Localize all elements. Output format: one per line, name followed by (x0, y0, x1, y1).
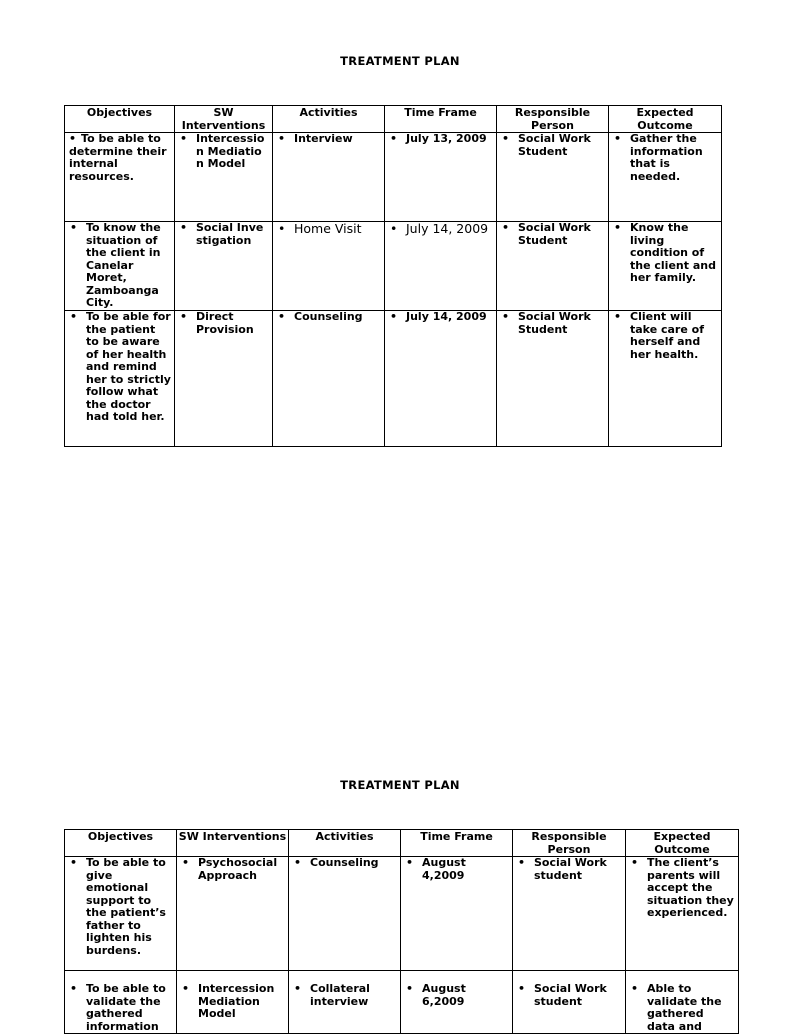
intervention-text: Intercession Mediation Model (198, 982, 275, 1020)
column-header-activities: Activities (289, 830, 401, 857)
column-header-time-frame: Time Frame (401, 830, 513, 857)
bullet-icon: • (70, 982, 78, 995)
bullet-icon: • (69, 132, 77, 145)
bullet-icon: • (631, 856, 639, 869)
column-header-expected-outcome: Expected Outcome (609, 106, 722, 133)
intervention-text: Psychosocial Approach (198, 856, 278, 882)
outcome-text: Gather the information that is needed. (630, 132, 703, 183)
bullet-icon: • (70, 310, 78, 323)
column-header-expected-outcome: Expected Outcome (626, 830, 739, 857)
bullet-icon: • (294, 982, 302, 995)
table-row (65, 311, 722, 447)
bullet-icon: • (278, 310, 286, 323)
objective-text: To know the situation of the client in Canelar Moret, Zamboanga City. (86, 221, 161, 309)
bullet-icon: • (182, 856, 190, 869)
intervention-text: Direct Provision (196, 310, 254, 336)
time-frame-text: July 13, 2009 (406, 132, 487, 145)
intervention-cell (175, 222, 273, 311)
table-row (65, 133, 722, 222)
objective-text: To be able to determine their internal resources. (69, 132, 167, 183)
column-header-responsible-person: Responsible Person (497, 106, 609, 133)
activity-text: Counseling (294, 310, 363, 323)
outcome-text: Client will take care of herself and her health. (630, 310, 704, 361)
page-title: TREATMENT PLAN (340, 778, 460, 792)
bullet-icon: • (631, 982, 639, 995)
time-frame-text: August 6,2009 (422, 982, 466, 1008)
objective-text: To be able for the patient to be aware of her health and remind her to strictly follow what the doctor had told her. (86, 310, 171, 423)
time-frame-text: July 14, 2009 (406, 310, 487, 323)
responsible-text: Social Work Student (518, 310, 591, 336)
activity-text: Home Visit (294, 221, 362, 236)
column-header-activities: Activities (273, 106, 385, 133)
activity-cell (289, 857, 401, 971)
column-header-objectives: Objectives (65, 830, 177, 857)
time-frame-cell (401, 857, 513, 971)
responsible-text: Social Work Student (518, 132, 591, 158)
outcome-cell (626, 971, 739, 1034)
table-row (65, 222, 722, 311)
outcome-text: Able to validate the gathered data and (647, 982, 722, 1033)
objective-cell (65, 857, 177, 971)
column-header-objectives: Objectives (65, 106, 175, 133)
activity-text: Collateral interview (310, 982, 370, 1008)
treatment-plan-table (64, 105, 722, 447)
bullet-icon: • (294, 856, 302, 869)
intervention-text: Intercession Mediation Model (196, 132, 265, 170)
responsible-text: Social Work student (534, 856, 607, 882)
bullet-icon: • (180, 221, 188, 234)
outcome-cell (626, 857, 739, 971)
bullet-icon: • (390, 310, 398, 323)
column-header-interventions: SW Interventions (175, 106, 273, 133)
bullet-icon: • (502, 132, 510, 145)
activity-cell (289, 971, 401, 1034)
time-frame-text: July 14, 2009 (406, 221, 489, 236)
time-frame-cell (401, 971, 513, 1034)
bullet-icon: • (70, 856, 78, 869)
bullet-icon: • (406, 982, 414, 995)
bullet-icon: • (70, 221, 78, 234)
bullet-icon: • (182, 982, 190, 995)
time-frame-text: August 4,2009 (422, 856, 466, 882)
responsible-cell (497, 133, 609, 222)
outcome-cell (609, 133, 722, 222)
activity-cell (273, 311, 385, 447)
bullet-icon: • (278, 132, 286, 145)
bullet-icon: • (180, 132, 188, 145)
intervention-cell (175, 311, 273, 447)
bullet-icon: • (614, 221, 622, 234)
time-frame-cell (385, 222, 497, 311)
responsible-cell (497, 311, 609, 447)
page-title: TREATMENT PLAN (340, 54, 460, 68)
outcome-text: Know the living condition of the client and her family. (630, 221, 716, 284)
responsible-text: Social Work student (534, 982, 607, 1008)
table-header-row (65, 106, 722, 133)
bullet-icon: • (614, 310, 622, 323)
outcome-cell (609, 311, 722, 447)
table-row (65, 971, 739, 1034)
bullet-icon: • (518, 982, 526, 995)
objective-cell (65, 971, 177, 1034)
bullet-icon: • (406, 856, 414, 869)
column-header-responsible-person: Responsible Person (513, 830, 626, 857)
bullet-icon: • (390, 132, 398, 145)
bullet-icon: • (518, 856, 526, 869)
table-header-row (65, 830, 739, 857)
activity-text: Interview (294, 132, 353, 145)
bullet-icon: • (502, 221, 510, 234)
bullet-icon: • (614, 132, 622, 145)
intervention-cell (177, 857, 289, 971)
outcome-cell (609, 222, 722, 311)
time-frame-cell (385, 311, 497, 447)
bullet-icon: • (278, 221, 286, 236)
column-header-interventions: SW Interventions (177, 830, 289, 857)
responsible-cell (513, 971, 626, 1034)
activity-cell (273, 133, 385, 222)
objective-text: To be able to give emotional support to the patient’s father to lighten his burdens. (86, 856, 166, 957)
activity-cell (273, 222, 385, 311)
bullet-icon: • (390, 221, 398, 236)
intervention-cell (177, 971, 289, 1034)
activity-text: Counseling (310, 856, 379, 869)
time-frame-cell (385, 133, 497, 222)
bullet-icon: • (180, 310, 188, 323)
column-header-time-frame: Time Frame (385, 106, 497, 133)
objective-cell (65, 133, 175, 222)
responsible-cell (497, 222, 609, 311)
objective-text: To be able to validate the gathered information (86, 982, 166, 1033)
responsible-cell (513, 857, 626, 971)
objective-cell (65, 311, 175, 447)
responsible-text: Social Work Student (518, 221, 591, 247)
intervention-cell (175, 133, 273, 222)
bullet-icon: • (502, 310, 510, 323)
intervention-text: Social Investigation (196, 221, 264, 247)
treatment-plan-table (64, 829, 739, 1034)
table-row (65, 857, 739, 971)
outcome-text: The client’s parents will accept the situation they experienced. (647, 856, 734, 919)
objective-cell (65, 222, 175, 311)
